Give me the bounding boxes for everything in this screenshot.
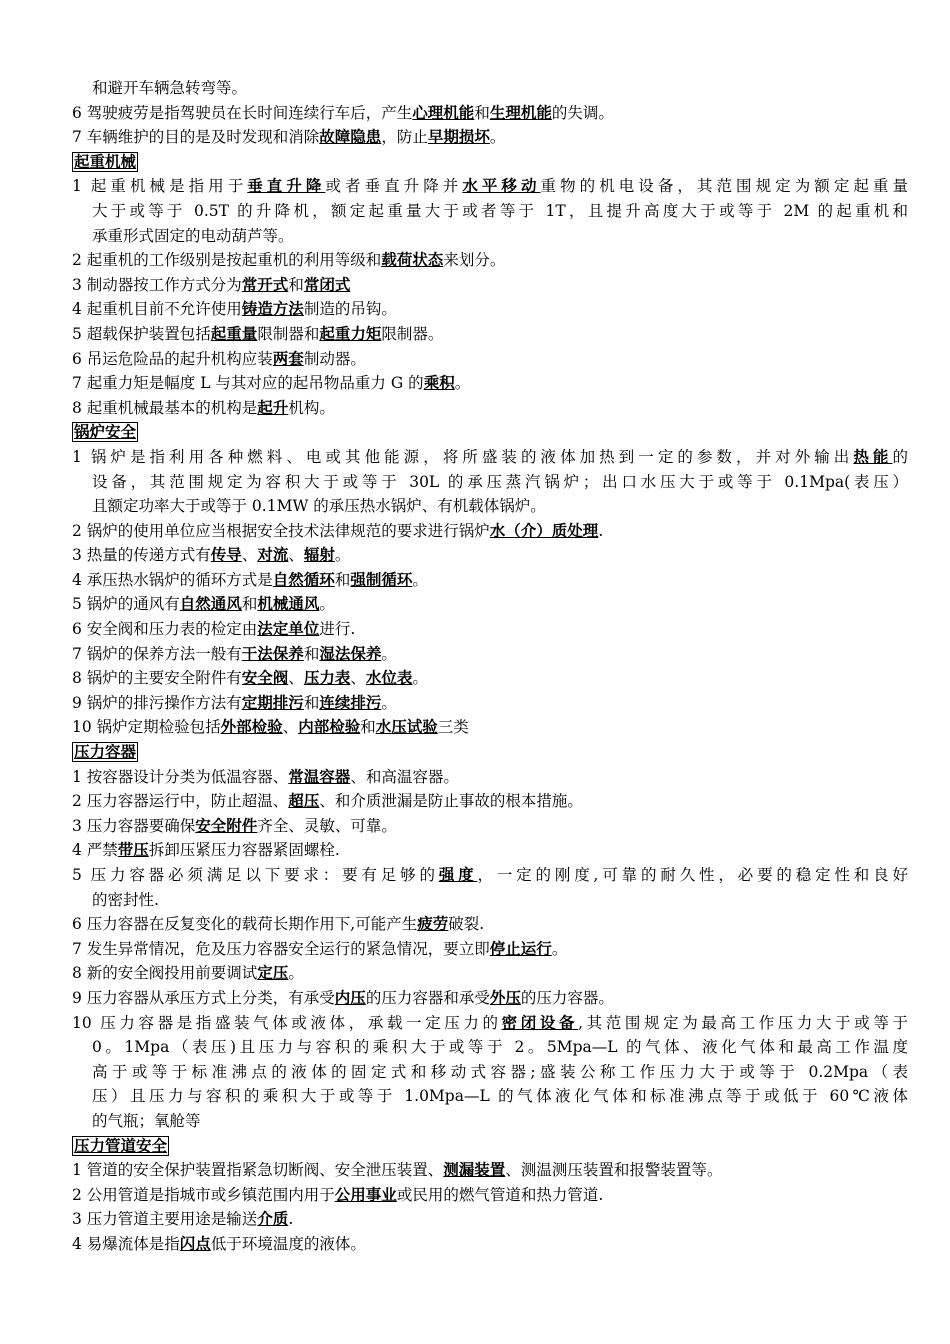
item-first-line: 6 吊运危险品的起升机构应装两套制动器。 xyxy=(72,349,366,368)
key-term: 定压 xyxy=(257,964,289,983)
list-item xyxy=(72,1207,908,1232)
item-first-line: 3 压力容器要确保安全附件齐全、灵敏、可靠。 xyxy=(72,816,397,835)
item-first-line: 6 压力容器在反复变化的载荷长期作用下,可能产生疲劳破裂. xyxy=(72,915,485,934)
item-first-line: 4 严禁带压拆卸压紧压力容器紧固螺栓. xyxy=(72,841,340,860)
key-term: 水（介）质处理 xyxy=(489,521,599,540)
list-item xyxy=(72,322,908,347)
list-item xyxy=(72,519,908,544)
key-term: 定期排污 xyxy=(241,693,304,712)
key-term: 生理机能 xyxy=(489,103,552,122)
list-item xyxy=(72,568,908,593)
key-term: 内部检验 xyxy=(298,718,361,737)
item-first-line: 3 热量的传递方式有传导、对流、辐射。 xyxy=(72,546,351,565)
list-item xyxy=(72,1232,908,1257)
key-term: 停止运行 xyxy=(489,939,552,958)
list-item xyxy=(72,1011,908,1134)
list-item xyxy=(72,789,908,814)
key-term: 湿法保养 xyxy=(319,644,382,663)
list-item xyxy=(72,101,908,126)
item-first-line: 3 压力管道主要用途是输送介质. xyxy=(72,1210,294,1229)
key-term: 起升 xyxy=(257,398,289,417)
key-term: 热能 xyxy=(853,447,893,466)
key-term: 机械通风 xyxy=(257,595,320,614)
item-first-line: 10 锅炉定期检验包括外部检验、内部检验和水压试验三类 xyxy=(72,718,469,737)
list-item xyxy=(72,174,908,248)
key-term: 载荷状态 xyxy=(381,251,444,270)
key-term: 疲劳 xyxy=(417,915,449,934)
list-item xyxy=(72,273,908,298)
key-term: 干法保养 xyxy=(241,644,304,663)
list-item xyxy=(72,912,908,937)
list-item xyxy=(72,297,908,322)
item-first-line: 9 锅炉的排污操作方法有定期排污和连续排污。 xyxy=(72,693,397,712)
list-item xyxy=(72,125,908,150)
key-term: 强度 xyxy=(438,866,478,884)
key-term: 铸造方法 xyxy=(241,300,304,319)
key-term: 水平移动 xyxy=(462,177,541,196)
item-first-line: 8 起重机械最基本的机构是起升机构。 xyxy=(72,398,335,417)
list-item xyxy=(72,986,908,1011)
item-first-line: 7 锅炉的保养方法一般有干法保养和湿法保养。 xyxy=(72,644,397,663)
key-term: 超压 xyxy=(288,792,320,811)
fragment-line: 和避开车辆急转弯等。 xyxy=(92,79,248,97)
list-item xyxy=(72,765,908,790)
item-first-line: 2 起重机的工作级别是按起重机的利用等级和载荷状态来划分。 xyxy=(72,251,506,270)
key-term: 辐射 xyxy=(303,546,335,565)
key-term: 常开式 xyxy=(241,275,289,294)
key-term: 强制循环 xyxy=(350,570,413,589)
list-item xyxy=(72,592,908,617)
item-continuation-line: 设备，其范围规定为容积大于或等于 30L 的承压蒸汽锅炉；出口水压大于或等于 0.1Mpa(表压） xyxy=(92,472,908,491)
item-first-line: 7 起重力矩是幅度 L 与其对应的起吊物品重力 G 的乘积。 xyxy=(72,374,471,393)
item-first-line: 4 易爆流体是指闪点低于环境温度的液体。 xyxy=(72,1234,366,1253)
key-term: 安全阀 xyxy=(241,669,289,688)
key-term: 自然循环 xyxy=(272,570,335,589)
key-term: 水位表 xyxy=(365,669,413,688)
item-first-line: 10 压力容器是指盛装气体或液体，承载一定压力的密闭设备,其范围规定为最高工作压力大于或等于 xyxy=(72,1013,908,1032)
key-term: 密闭设备 xyxy=(501,1013,579,1032)
section-title: 起重机械 xyxy=(74,152,137,171)
item-first-line: 5 压力容器必须满足以下要求：要有足够的强度，一定的刚度,可靠的耐久性，必要的稳定性和良好 xyxy=(72,866,908,884)
list-item xyxy=(72,347,908,372)
item-first-line: 4 承压热水锅炉的循环方式是自然循环和强制循环。 xyxy=(72,570,428,589)
item-first-line: 2 压力容器运行中，防止超温、超压、和介质泄漏是防止事故的根本措施。 xyxy=(72,792,583,811)
key-term: 外压 xyxy=(489,988,521,1007)
item-continuation-line: 大于或等于 0.5T 的升降机，额定起重量大于或者等于 1T，且提升高度大于或等于 2M 的起重机和 xyxy=(92,201,908,220)
item-first-line: 7 发生异常情况，危及压力容器安全运行的紧急情况，要立即停止运行。 xyxy=(72,939,568,958)
key-term: 起重量 xyxy=(210,324,258,343)
key-term: 对流 xyxy=(257,546,289,565)
item-first-line: 6 驾驶疲劳是指驾驶员在长时间连续行车后，产生心理机能和生理机能的失调。 xyxy=(72,103,614,122)
item-continuation-line: 高于或等于标准沸点的液体的固定式和移动式容器;盛装公称工作压力大于或等于 0.2Mpa（表 xyxy=(92,1062,908,1081)
list-item xyxy=(72,396,908,421)
key-term: 外部检验 xyxy=(220,718,283,737)
key-term: 测漏装置 xyxy=(443,1161,506,1180)
key-term: 乘积 xyxy=(423,374,455,393)
list-item xyxy=(72,371,908,396)
item-continuation-line: 的气瓶；氧舱等 xyxy=(92,1111,201,1130)
key-term: 安全附件 xyxy=(195,816,258,835)
list-item xyxy=(72,543,908,568)
list-item xyxy=(72,937,908,962)
key-term: 心理机能 xyxy=(412,103,475,122)
key-term: 垂直升降 xyxy=(247,177,326,196)
list-item xyxy=(72,617,908,642)
key-term: 水压试验 xyxy=(375,718,438,737)
item-first-line: 1 锅炉是指利用各种燃料、电或其他能源，将所盛装的液体加热到一定的参数，并对外输出热能的 xyxy=(72,447,908,466)
key-term: 连续排污 xyxy=(319,693,382,712)
item-first-line: 2 公用管道是指城市或乡镇范围内用于公用事业或民用的燃气管道和热力管道. xyxy=(72,1185,604,1204)
item-first-line: 4 起重机目前不允许使用铸造方法制造的吊钩。 xyxy=(72,300,397,319)
key-term: 常闭式 xyxy=(303,275,351,294)
key-term: 法定单位 xyxy=(257,620,320,639)
key-term: 闪点 xyxy=(179,1234,211,1253)
key-term: 故障隐患 xyxy=(319,128,382,147)
key-term: 传导 xyxy=(210,546,242,565)
key-term: 带压 xyxy=(117,841,149,860)
item-continuation-line: 0。1Mpa（表压)且压力与容积的乘积大于或等于 2。5Mpa—L 的气体、液化气体和最高工作温度 xyxy=(92,1038,908,1057)
item-first-line: 3 制动器按工作方式分为常开式和常闭式 xyxy=(72,275,351,294)
list-item xyxy=(72,445,908,519)
list-item xyxy=(72,838,908,863)
section-title: 锅炉安全 xyxy=(74,423,137,442)
item-first-line: 1 起重机械是指用于垂直升降或者垂直升降并水平移动重物的机电设备，其范围规定为额定起重量 xyxy=(72,177,908,196)
key-term: 压力表 xyxy=(303,669,351,688)
item-first-line: 7 车辆维护的目的是及时发现和消除故障隐患，防止早期损坏。 xyxy=(72,128,506,147)
list-item xyxy=(72,1183,908,1208)
key-term: 内压 xyxy=(334,988,366,1007)
item-first-line: 8 锅炉的主要安全附件有安全阀、压力表、水位表。 xyxy=(72,669,428,688)
section-title: 压力容器 xyxy=(74,743,137,762)
key-term: 两套 xyxy=(272,349,304,368)
section-heading xyxy=(72,1134,908,1159)
list-item xyxy=(72,715,908,740)
item-first-line: 8 新的安全阀投用前要调试定压。 xyxy=(72,964,304,983)
list-item xyxy=(72,814,908,839)
key-term: 早期损坏 xyxy=(427,128,490,147)
item-first-line: 6 安全阀和压力表的检定由法定单位进行. xyxy=(72,620,356,639)
section-title: 压力管道安全 xyxy=(74,1136,168,1155)
list-item xyxy=(72,666,908,691)
list-item xyxy=(72,248,908,273)
item-first-line: 5 超载保护装置包括起重量限制器和起重力矩限制器。 xyxy=(72,324,444,343)
key-term: 自然通风 xyxy=(179,595,242,614)
item-first-line: 5 锅炉的通风有自然通风和机械通风。 xyxy=(72,595,335,614)
item-continuation-line: 的密封性. xyxy=(92,890,159,909)
item-continuation-line: 且额定功率大于或等于 0.1MW 的承压热水锅炉、有机载体锅炉。 xyxy=(92,497,546,516)
document-body xyxy=(72,76,908,1257)
key-term: 介质 xyxy=(257,1210,289,1229)
section-heading xyxy=(72,740,908,765)
list-item xyxy=(72,642,908,667)
item-first-line: 1 按容器设计分类为低温容器、常温容器、和高温容器。 xyxy=(72,767,459,786)
list-item xyxy=(72,961,908,986)
section-heading xyxy=(72,150,908,175)
item-continuation-line: 承重形式固定的电动葫芦等。 xyxy=(92,226,294,245)
key-term: 常温容器 xyxy=(288,767,351,786)
section-heading xyxy=(72,420,908,445)
item-first-line: 1 管道的安全保护装置指紧急切断阀、安全泄压装置、测漏装置、测温测压装置和报警装置等。 xyxy=(72,1161,723,1180)
list-item xyxy=(72,691,908,716)
item-first-line: 2 锅炉的使用单位应当根据安全技术法律规范的要求进行锅炉水（介）质处理. xyxy=(72,521,604,540)
key-term: 公用事业 xyxy=(334,1185,397,1204)
list-item xyxy=(72,863,908,912)
list-item xyxy=(72,1158,908,1183)
item-continuation-line: 压）且压力与容积的乘积大于或等于 1.0Mpa—L 的气体液化气体和标准沸点等于或低于 60℃液体 xyxy=(92,1087,908,1106)
item-first-line: 9 压力容器从承压方式上分类，有承受内压的压力容器和承受外压的压力容器。 xyxy=(72,988,614,1007)
key-term: 起重力矩 xyxy=(319,324,382,343)
